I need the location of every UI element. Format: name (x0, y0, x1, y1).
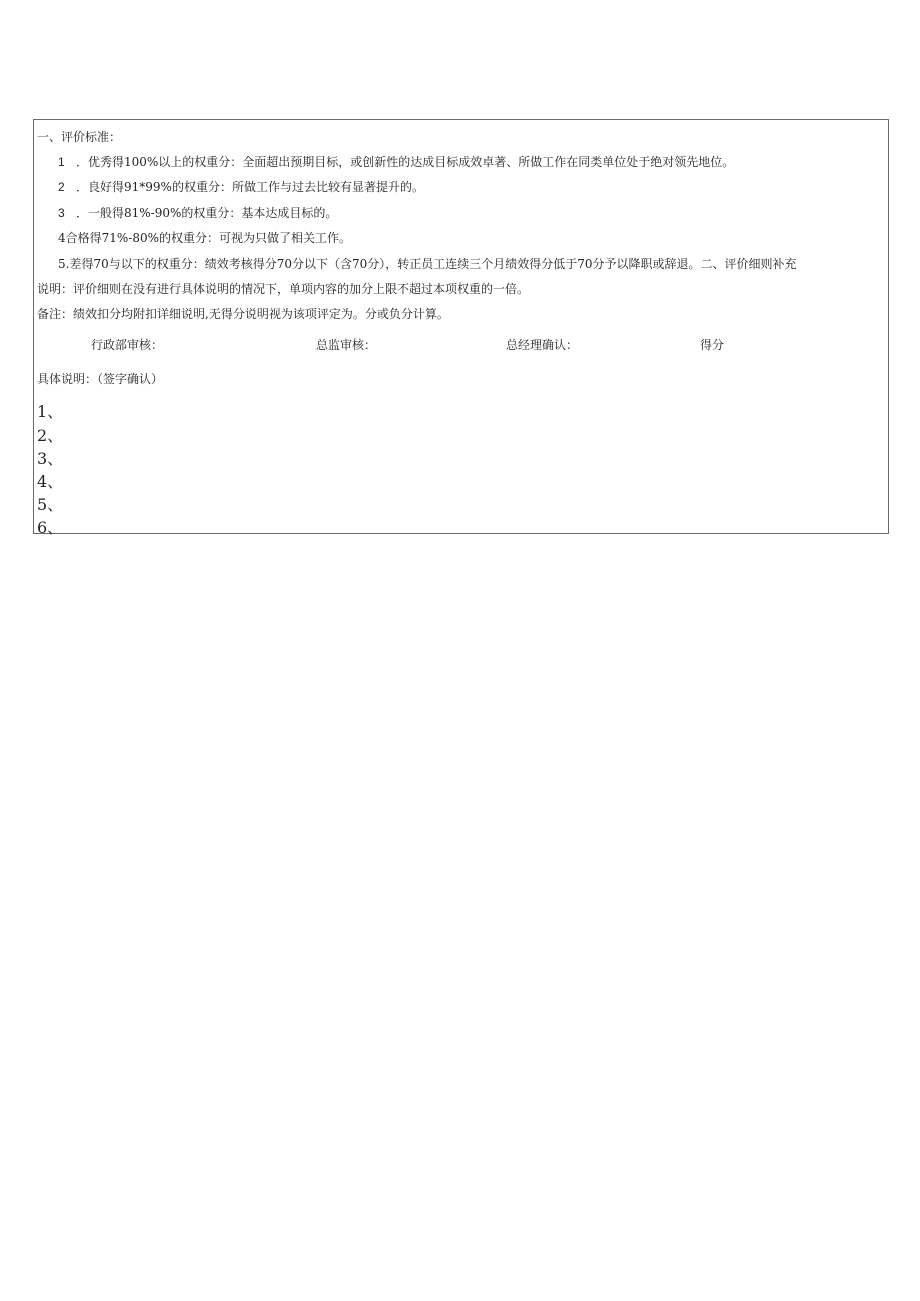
criteria-heading: 一、评价标准： (37, 130, 122, 144)
evaluation-form-box (33, 119, 889, 537)
score-label: 得分 (700, 338, 725, 352)
criteria-item-number: 2 (58, 180, 65, 194)
detail-item-6: 6、 (37, 518, 64, 537)
criteria-continuation: 说明：评价细则在没有进行具体说明的情况下，单项内容的加分上限不超过本项权重的一倍。 (37, 282, 530, 296)
criteria-item-number: 3 (58, 206, 65, 220)
criteria-item-text: ．良好得91*99%的权重分：所做工作与过去比较有显著提升的。 (76, 180, 424, 194)
admin-review-label: 行政部审核： (91, 338, 164, 352)
detail-item-2: 2、 (37, 426, 64, 445)
detail-item-3: 3、 (37, 449, 64, 468)
details-heading: 具体说明：（签字确认） (37, 372, 164, 386)
criteria-item-3 (58, 205, 337, 221)
criteria-item-text: ．优秀得100%以上的权重分：全面超出预期目标，或创新性的达成目标成效卓著、所做工作在同类单位处于绝对领先地位。 (76, 155, 735, 169)
criteria-item-2 (58, 179, 424, 195)
director-review-label: 总监审核： (316, 338, 377, 352)
gm-confirm-label: 总经理确认： (506, 338, 579, 352)
criteria-item-text: ．一般得81%-90%的权重分：基本达成目标的。 (76, 206, 338, 220)
criteria-item-text: 5.差得70与以下的权重分：绩效考核得分70分以下（含70分），转正员工连续三个月绩效得分低于70分予以降职或辞退。二、评价细则补充 (58, 257, 797, 271)
detail-item-1: 1、 (37, 402, 64, 421)
criteria-item-5 (58, 256, 797, 272)
criteria-item-1 (58, 154, 734, 170)
criteria-item-4 (58, 230, 351, 246)
criteria-item-text: 4合格得71%-80%的权重分：可视为只做了相关工作。 (58, 231, 352, 245)
detail-item-5: 5、 (37, 495, 64, 514)
detail-item-4: 4、 (37, 472, 64, 491)
criteria-note: 备注：绩效扣分均附扣详细说明,无得分说明视为该项评定为。分或负分计算。 (37, 307, 449, 321)
criteria-item-number: 1 (58, 155, 65, 169)
